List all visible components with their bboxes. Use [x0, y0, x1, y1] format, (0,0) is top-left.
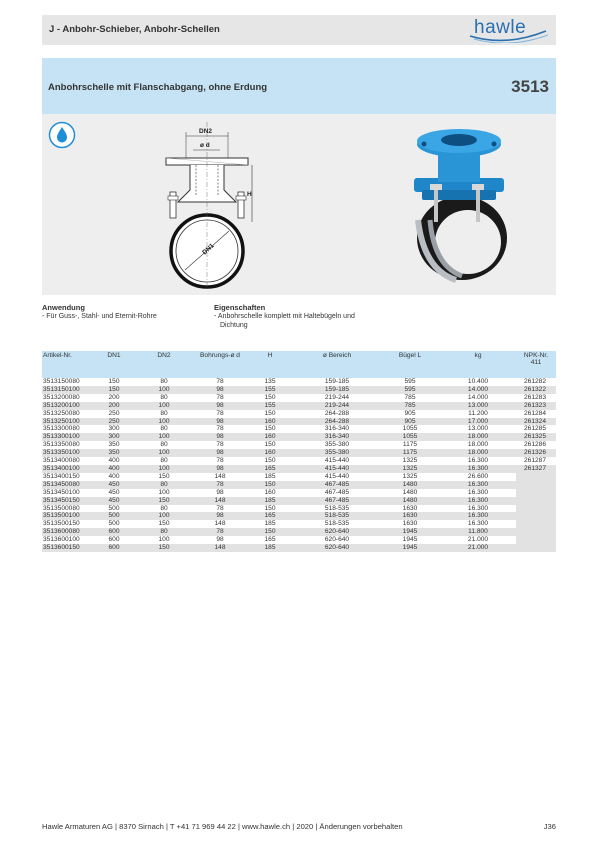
table-cell: 100: [134, 386, 194, 394]
table-cell: 21.000: [440, 544, 516, 552]
table-cell: 185: [246, 497, 294, 505]
table-cell: 80: [160, 378, 168, 385]
properties-heading: Eigenschaften: [214, 303, 266, 312]
table-cell: 467-485: [324, 488, 350, 496]
table-cell: 3513350100: [42, 449, 94, 457]
table-cell: 3513150080: [43, 378, 80, 385]
table-row: [42, 473, 556, 481]
table-cell: 316-340: [324, 425, 350, 433]
table-cell: 3513500080: [43, 504, 80, 512]
table-row: [42, 457, 556, 465]
table-cell: 18.000: [440, 449, 516, 457]
table-cell: 300: [94, 433, 134, 441]
table-cell: 150: [134, 544, 194, 552]
table-cell: 98: [216, 536, 224, 544]
table-cell: 11.800: [440, 528, 516, 536]
table-cell: 150: [264, 425, 276, 433]
table-cell: 518-535: [324, 520, 350, 528]
table-cell: 98: [194, 512, 246, 520]
page-footer: [42, 822, 556, 831]
table-cell: 261284: [524, 409, 547, 417]
table-cell: 600: [94, 544, 134, 552]
table-cell: 1055: [402, 425, 418, 433]
table-cell: [516, 489, 556, 497]
col-header: NPK-Nr. 411: [516, 351, 556, 378]
table-cell: 160: [246, 433, 294, 441]
table-cell: 150: [264, 504, 276, 512]
logo-text: hawle: [474, 17, 527, 38]
table-cell: 3513200080: [43, 393, 80, 401]
table-cell: 165: [246, 465, 294, 473]
table-cell: 148: [214, 472, 226, 480]
table-cell: 3513400100: [42, 465, 94, 473]
table-cell: 1630: [402, 504, 418, 512]
table-cell: 10.400: [467, 378, 489, 385]
table-cell: 78: [216, 504, 224, 512]
table-cell: 467-485: [294, 497, 380, 505]
table-cell: 400: [108, 472, 120, 480]
table-cell: 17.000: [440, 418, 516, 426]
col-header: H: [246, 351, 294, 378]
table-cell: [516, 536, 556, 544]
table-cell: 3513250100: [42, 418, 94, 426]
category-title: J - Anbohr-Schieber, Anbohr-Schellen: [49, 24, 220, 35]
table-cell: 80: [160, 393, 168, 401]
category-header-bar: [42, 15, 556, 45]
col-header: DN2: [134, 351, 194, 378]
table-cell: 264-288: [294, 418, 380, 426]
table-cell: 100: [134, 449, 194, 457]
table-cell: 200: [94, 402, 134, 410]
table-cell: 100: [134, 465, 194, 473]
table-row: [42, 449, 556, 457]
properties-item: Dichtung: [220, 321, 248, 329]
table-cell: 250: [108, 409, 120, 417]
table-row: [42, 386, 556, 394]
properties-item: - Anbohrschelle komplett mit Haltebügeln und: [214, 313, 355, 320]
application-item: - Für Guss-, Stahl- und Eternit-Rohre: [42, 313, 157, 320]
table-cell: 78: [216, 457, 224, 465]
table-cell: 18.000: [440, 433, 516, 441]
table-cell: 1630: [380, 512, 440, 520]
table-cell: 78: [216, 393, 224, 401]
table-cell: 160: [246, 449, 294, 457]
table-cell: 3513400150: [43, 472, 80, 480]
table-cell: 261327: [516, 465, 556, 473]
table-row: [42, 433, 556, 441]
table-cell: 261282: [524, 378, 547, 385]
table-cell: 518-535: [324, 504, 350, 512]
table-cell: 148: [194, 497, 246, 505]
table-cell: 620-640: [294, 544, 380, 552]
water-drop-icon: [48, 121, 76, 149]
table-cell: 78: [216, 425, 224, 433]
table-cell: 355-380: [294, 449, 380, 457]
table-row: [42, 441, 556, 449]
table-cell: 13.000: [467, 425, 489, 433]
table-cell: 3513300080: [43, 425, 80, 433]
table-cell: 185: [264, 472, 276, 480]
table-cell: 3513600150: [42, 544, 94, 552]
table-cell: 78: [194, 481, 246, 489]
table-cell: 415-440: [294, 465, 380, 473]
table-cell: 200: [108, 393, 120, 401]
table-cell: 3513150100: [42, 386, 94, 394]
col-header: kg: [440, 351, 516, 378]
table-cell: 1480: [380, 481, 440, 489]
table-cell: 785: [380, 402, 440, 410]
table-row: [42, 410, 556, 418]
table-cell: 155: [246, 402, 294, 410]
table-cell: 3513400080: [43, 457, 80, 465]
table-cell: 467-485: [294, 481, 380, 489]
table-cell: 150: [246, 528, 294, 536]
table-cell: 150: [246, 481, 294, 489]
table-cell: 620-640: [324, 536, 350, 544]
table-cell: 3513450100: [43, 488, 80, 496]
table-cell: 160: [246, 418, 294, 426]
table-cell: 450: [108, 488, 120, 496]
table-cell: 3513500100: [42, 512, 94, 520]
table-cell: 14.000: [440, 386, 516, 394]
hawle-logo: [466, 17, 550, 43]
table-cell: 1325: [402, 472, 418, 480]
table-cell: 300: [108, 425, 120, 433]
table-cell: 1175: [402, 441, 418, 449]
table-cell: [516, 520, 556, 528]
table-cell: 1945: [402, 536, 418, 544]
table-cell: 150: [264, 441, 276, 449]
table-cell: 1945: [380, 528, 440, 536]
table-cell: 78: [216, 441, 224, 449]
table-cell: 16.300: [440, 497, 516, 505]
table-cell: 219-244: [324, 393, 350, 401]
table-cell: 14.000: [467, 393, 489, 401]
table-cell: 185: [246, 544, 294, 552]
table-cell: 98: [216, 488, 224, 496]
table-row: [42, 536, 556, 544]
table-cell: 16.300: [467, 457, 489, 465]
table-cell: 355-380: [324, 441, 350, 449]
table-cell: 78: [216, 409, 224, 417]
table-cell: 3513500150: [43, 520, 80, 528]
table-row: [42, 489, 556, 497]
table-cell: 150: [158, 520, 170, 528]
table-row: [42, 378, 556, 386]
table-cell: 98: [194, 418, 246, 426]
table-cell: 80: [160, 425, 168, 433]
table-cell: 100: [134, 433, 194, 441]
product-title-bar: [42, 58, 556, 114]
table-cell: 98: [194, 402, 246, 410]
table-cell: 185: [264, 520, 276, 528]
table-cell: 16.300: [440, 465, 516, 473]
table-cell: 500: [108, 520, 120, 528]
table-cell: 250: [94, 418, 134, 426]
table-cell: 3513350080: [43, 441, 80, 449]
table-cell: 159-185: [324, 378, 350, 385]
footer-text: Hawle Armaturen AG | 8370 Sirnach | T +41 71 969 44 22 | www.hawle.ch | 2020 | Änderungen vorbehalten: [42, 822, 403, 831]
table-row: [42, 497, 556, 505]
application-heading: Anwendung: [42, 303, 85, 312]
table-cell: 3513600080: [42, 528, 94, 536]
table-cell: 3513200100: [42, 402, 94, 410]
table-cell: 415-440: [324, 472, 350, 480]
application-section: [42, 303, 157, 322]
table-cell: 13.000: [440, 402, 516, 410]
table-header-row: [42, 351, 556, 378]
table-row: [42, 394, 556, 402]
table-cell: 150: [94, 386, 134, 394]
table-cell: 600: [108, 536, 120, 544]
table-cell: 1055: [380, 433, 440, 441]
table-cell: [516, 512, 556, 520]
table-cell: 148: [214, 520, 226, 528]
table-cell: 595: [380, 386, 440, 394]
table-row: [42, 425, 556, 433]
table-row: [42, 544, 556, 552]
col-header: Bügel L: [380, 351, 440, 378]
properties-section: [214, 303, 355, 330]
table-cell: 16.300: [467, 504, 489, 512]
table-cell: 78: [194, 528, 246, 536]
table-cell: 261326: [516, 449, 556, 457]
table-cell: 16.300: [467, 488, 489, 496]
table-cell: 98: [194, 465, 246, 473]
technical-drawing: [152, 118, 262, 290]
table-cell: 316-340: [294, 433, 380, 441]
table-cell: 80: [134, 481, 194, 489]
table-cell: 3513250080: [43, 409, 80, 417]
table-cell: 264-288: [324, 409, 350, 417]
table-cell: 350: [94, 449, 134, 457]
table-cell: 11.200: [468, 409, 488, 417]
table-cell: 100: [134, 418, 194, 426]
table-cell: [516, 497, 556, 505]
table-cell: 150: [264, 409, 276, 417]
table-row: [42, 505, 556, 513]
table-cell: 16.300: [467, 520, 489, 528]
table-cell: 78: [216, 378, 224, 385]
table-cell: 159-185: [294, 386, 380, 394]
table-row: [42, 481, 556, 489]
table-cell: 1325: [402, 457, 418, 465]
table-cell: 16.300: [440, 512, 516, 520]
table-cell: 450: [94, 497, 134, 505]
dim-dn2-label: DN2: [199, 128, 213, 135]
table-cell: 18.000: [467, 441, 489, 449]
table-cell: 98: [194, 386, 246, 394]
table-cell: 135: [264, 378, 276, 385]
table-cell: 261325: [516, 433, 556, 441]
table-cell: 148: [194, 544, 246, 552]
table-cell: 3513450150: [42, 497, 94, 505]
table-cell: 100: [158, 488, 170, 496]
table-cell: 21.000: [467, 536, 489, 544]
dim-h-label: H: [247, 191, 252, 198]
table-row: [42, 512, 556, 520]
table-cell: 3513450080: [42, 481, 94, 489]
table-cell: 1630: [402, 520, 418, 528]
table-cell: 450: [94, 481, 134, 489]
table-cell: 100: [158, 536, 170, 544]
table-cell: 518-535: [294, 512, 380, 520]
product-image-area: [42, 114, 556, 295]
table-cell: 98: [194, 433, 246, 441]
table-cell: 80: [160, 441, 168, 449]
table-cell: 26.600: [467, 472, 489, 480]
table-cell: 261286: [524, 441, 547, 449]
table-cell: 155: [246, 386, 294, 394]
table-row: [42, 520, 556, 528]
table-cell: [516, 505, 556, 513]
table-cell: 3513600100: [43, 536, 80, 544]
table-cell: 905: [404, 409, 416, 417]
table-cell: 261322: [516, 386, 556, 394]
table-row: [42, 402, 556, 410]
table-cell: 165: [264, 536, 276, 544]
col-header: Bohrungs-ø d: [194, 351, 246, 378]
table-cell: 219-244: [294, 402, 380, 410]
table-cell: 80: [160, 409, 168, 417]
table-cell: 261285: [524, 425, 547, 433]
table-cell: [516, 528, 556, 536]
table-cell: [516, 544, 556, 552]
table-cell: 500: [108, 504, 120, 512]
table-cell: 150: [264, 457, 276, 465]
table-cell: 80: [160, 457, 168, 465]
table-cell: 100: [134, 402, 194, 410]
table-cell: 150: [134, 497, 194, 505]
table-cell: 595: [404, 378, 416, 385]
page-number: J36: [543, 822, 556, 831]
product-title: Anbohrschelle mit Flanschabgang, ohne Erdung: [48, 82, 268, 93]
table-cell: 1480: [402, 488, 418, 496]
table-cell: 1325: [380, 465, 440, 473]
table-cell: 98: [194, 449, 246, 457]
table-cell: 165: [246, 512, 294, 520]
col-header: Artikel-Nr.: [42, 351, 94, 378]
table-cell: 150: [158, 472, 170, 480]
table-cell: [516, 473, 556, 481]
table-cell: 80: [160, 504, 168, 512]
table-cell: 160: [264, 488, 276, 496]
table-cell: 261324: [516, 418, 556, 426]
table-body: [42, 378, 556, 552]
table-cell: 1175: [380, 449, 440, 457]
table-cell: [516, 481, 556, 489]
table-cell: 80: [134, 528, 194, 536]
product-number: 3513: [511, 77, 549, 96]
col-header: DN1: [94, 351, 134, 378]
table-cell: 150: [108, 378, 120, 385]
dim-dn1-label: DN1: [201, 242, 216, 257]
table-row: [42, 465, 556, 473]
table-cell: 620-640: [294, 528, 380, 536]
table-cell: 150: [264, 393, 276, 401]
table-cell: 400: [94, 465, 134, 473]
table-cell: 1480: [380, 497, 440, 505]
table-cell: 261323: [516, 402, 556, 410]
table-cell: 905: [380, 418, 440, 426]
table-cell: 500: [94, 512, 134, 520]
table-cell: 261283: [524, 393, 547, 401]
product-photo: [404, 120, 514, 290]
table-row: [42, 528, 556, 536]
dim-od-label: ø d: [200, 142, 210, 149]
table-cell: 100: [134, 512, 194, 520]
table-cell: 785: [404, 393, 416, 401]
table-row: [42, 418, 556, 426]
table-cell: 400: [108, 457, 120, 465]
table-cell: 350: [108, 441, 120, 449]
table-cell: 600: [94, 528, 134, 536]
article-table: [42, 351, 556, 552]
table-cell: 1945: [380, 544, 440, 552]
table-cell: 415-440: [324, 457, 350, 465]
table-cell: 16.300: [440, 481, 516, 489]
table-cell: 261287: [524, 457, 547, 465]
table-cell: 3513300100: [42, 433, 94, 441]
col-header: ø Bereich: [294, 351, 380, 378]
